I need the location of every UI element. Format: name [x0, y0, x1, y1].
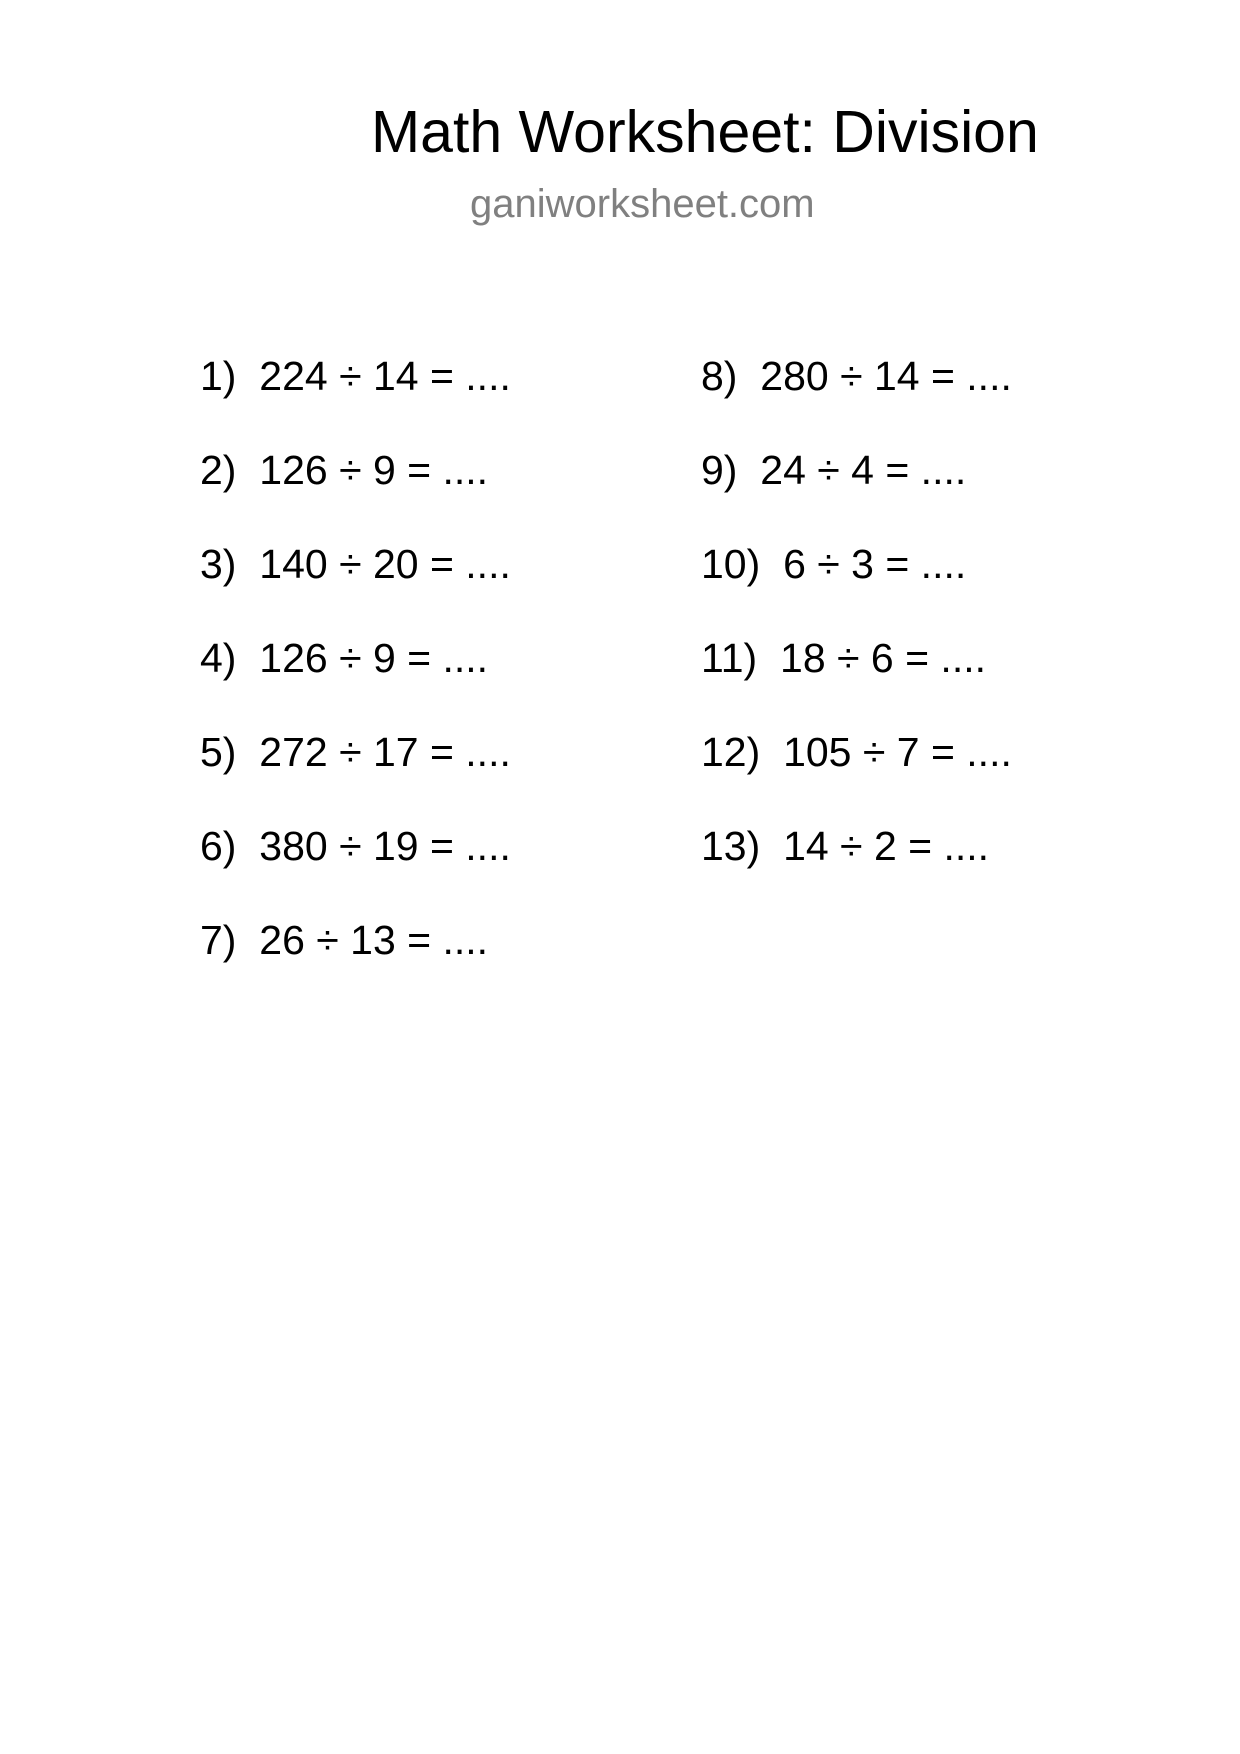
problem-number: 1): [200, 353, 237, 399]
problem-number: 11): [701, 635, 758, 681]
problem-number: 5): [200, 729, 237, 775]
problem-expression: 6 ÷ 3 = ....: [783, 541, 967, 587]
problem-number: 13): [701, 823, 761, 869]
problem-number: 2): [200, 447, 237, 493]
problem-number: 12): [701, 729, 761, 775]
problem-item: [200, 445, 488, 495]
problem-item: [701, 821, 989, 871]
problem-expression: 14 ÷ 2 = ....: [783, 823, 990, 869]
problem-expression: 24 ÷ 4 = ....: [760, 447, 967, 493]
problem-number: 8): [701, 353, 738, 399]
problem-expression: 380 ÷ 19 = ....: [259, 823, 511, 869]
problem-item: [701, 727, 1012, 777]
page-title: Math Worksheet: Division: [371, 99, 1039, 165]
problem-item: [701, 445, 966, 495]
problem-expression: 18 ÷ 6 = ....: [780, 635, 986, 681]
problem-expression: 140 ÷ 20 = ....: [259, 541, 511, 587]
problem-item: [200, 539, 511, 589]
problem-number: 4): [200, 635, 237, 681]
problem-item: [701, 539, 966, 589]
problem-item: [701, 351, 1012, 401]
problem-number: 3): [200, 541, 237, 587]
problem-item: [200, 821, 511, 871]
problem-expression: 224 ÷ 14 = ....: [259, 353, 511, 399]
problem-item: [200, 915, 488, 965]
problem-item: [200, 633, 488, 683]
problem-item: [200, 351, 511, 401]
problem-expression: 126 ÷ 9 = ....: [259, 635, 489, 681]
problem-expression: 105 ÷ 7 = ....: [783, 729, 1012, 775]
site-url: ganiworksheet.com: [470, 182, 815, 226]
problem-number: 10): [701, 541, 761, 587]
problem-number: 9): [701, 447, 738, 493]
problem-expression: 126 ÷ 9 = ....: [259, 447, 489, 493]
problem-item: [200, 727, 511, 777]
problem-expression: 26 ÷ 13 = ....: [259, 917, 489, 963]
problem-expression: 280 ÷ 14 = ....: [760, 353, 1012, 399]
problem-item: [701, 633, 986, 683]
problem-number: 6): [200, 823, 237, 869]
problem-expression: 272 ÷ 17 = ....: [259, 729, 511, 775]
problem-number: 7): [200, 917, 237, 963]
